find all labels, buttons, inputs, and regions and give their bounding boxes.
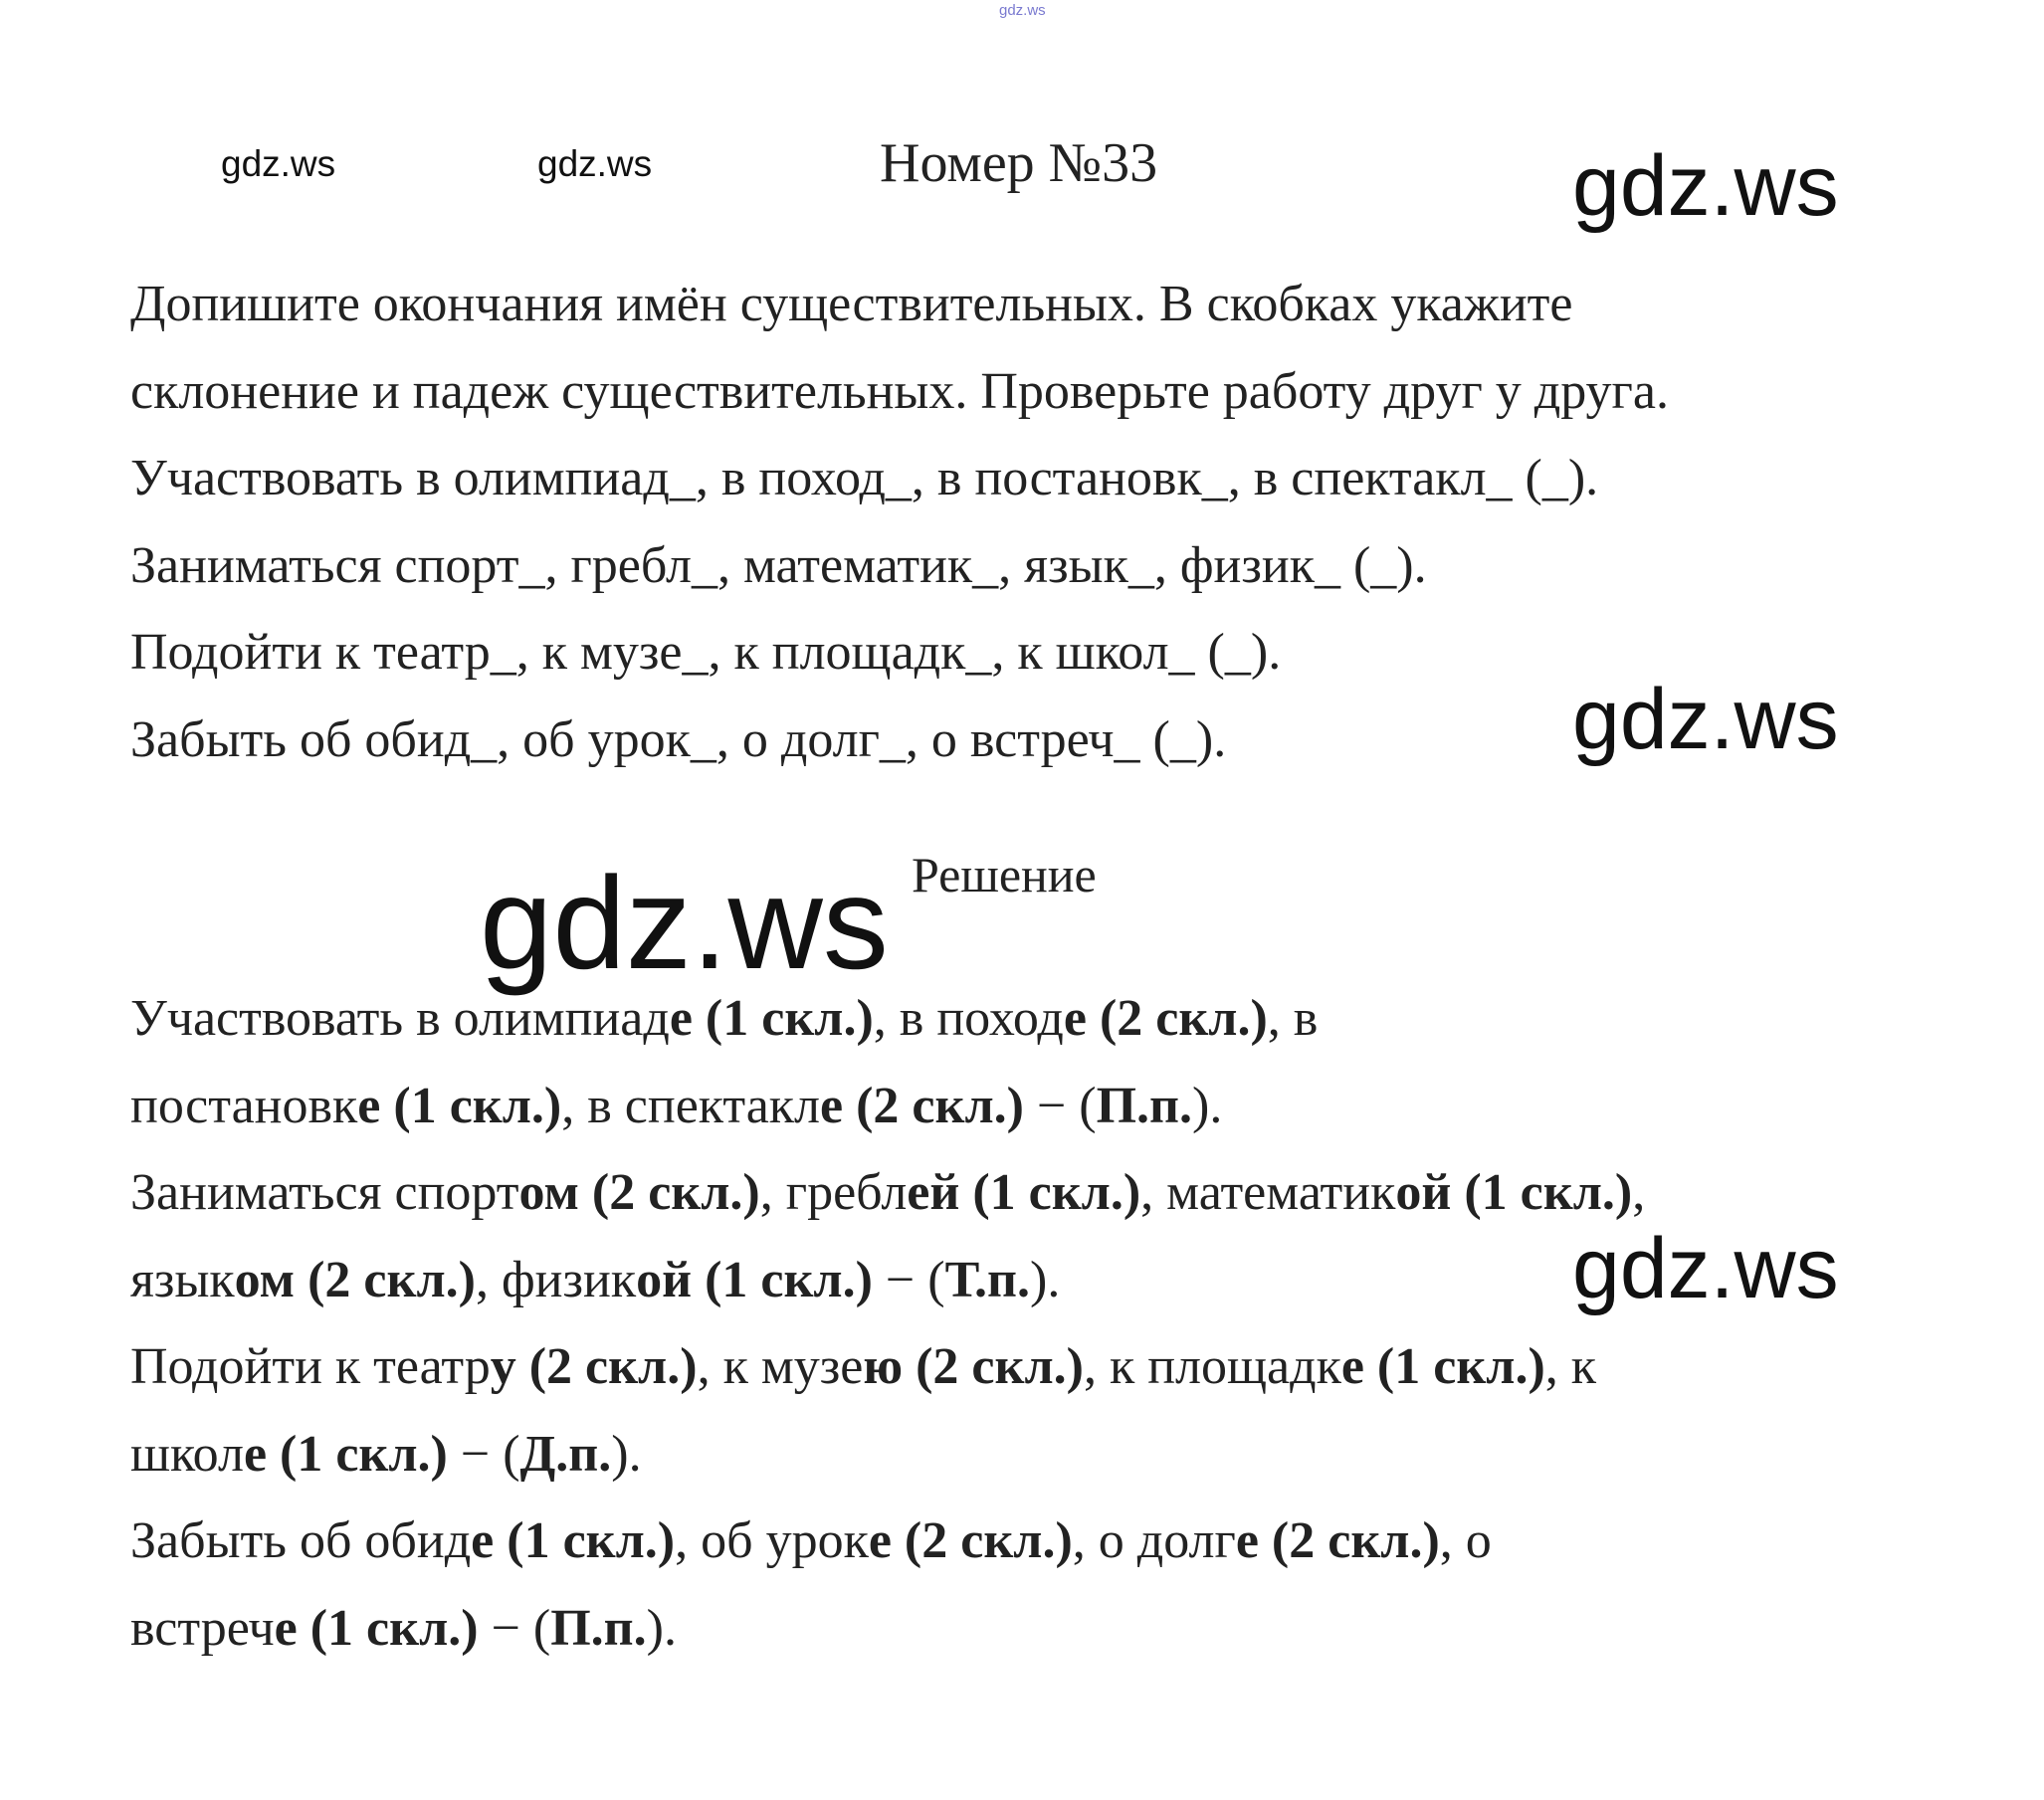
answer-text-part: , в [1267, 990, 1319, 1047]
answer-text-part: язык [130, 1251, 235, 1308]
watermark-large: gdz.ws [1572, 1221, 1839, 1316]
answer-text-part: Забыть об обид [130, 1512, 472, 1569]
answer-text-part: , гребл [759, 1164, 908, 1221]
answer-text-part: встреч [130, 1599, 275, 1657]
answer-line [130, 1323, 1922, 1411]
answer-text-part: постановк [130, 1077, 358, 1134]
answer-text-part: , к музе [697, 1338, 864, 1395]
task-line: Подойти к театр_, к музе_, к площадк_, к школ_ (_). [130, 624, 1282, 681]
answer-text-part: , физик [475, 1251, 637, 1308]
answer-ending: е (2 скл.) [868, 1512, 1073, 1569]
answer-ending: ом (2 скл.) [518, 1164, 760, 1221]
task-line: Заниматься спорт_, гребл_, математик_, язык_, физик_ (_). [130, 536, 1427, 594]
answer-ending: е (1 скл.) [1340, 1338, 1545, 1395]
answer-text-part: , об урок [675, 1512, 869, 1569]
answer-ending: е (1 скл.) [471, 1512, 676, 1569]
answer-text-part: ). [611, 1425, 642, 1483]
task-line: склонение и падеж существительных. Проверьте работу друг у друга. [130, 362, 1669, 420]
answer-text-part: , о долг [1072, 1512, 1236, 1569]
answer-ending: у (2 скл.) [490, 1338, 698, 1395]
watermark-small: gdz.ws [537, 143, 653, 184]
answer-line [130, 1585, 1922, 1673]
answer-text [130, 975, 1922, 1672]
answer-ending: ю (2 скл.) [863, 1338, 1084, 1395]
watermark-top: gdz.ws [999, 2, 1046, 19]
answer-text-part: − ( [447, 1425, 520, 1483]
answer-line [130, 1411, 1922, 1499]
watermark-large: gdz.ws [1572, 138, 1839, 234]
answer-case: Д.п. [519, 1425, 612, 1483]
answer-ending: е (1 скл.) [357, 1077, 562, 1134]
answer-ending: ой (1 скл.) [636, 1251, 873, 1308]
answer-text-part: ). [1192, 1077, 1223, 1134]
answer-text-part: ). [646, 1599, 677, 1657]
task-line: Участвовать в олимпиад_, в поход_, в постановк_, в спектакл_ (_). [130, 450, 1599, 506]
answer-text-part: − ( [478, 1599, 551, 1657]
answer-text-part: − ( [872, 1251, 945, 1308]
answer-text-part: , в поход [873, 990, 1064, 1047]
answer-ending: е (1 скл.) [669, 990, 874, 1047]
answer-text-part: Заниматься спорт [130, 1164, 519, 1221]
answer-ending: е (1 скл.) [274, 1599, 479, 1657]
answer-text-part: − ( [1023, 1077, 1097, 1134]
task-line: Допишите окончания имён существительных. В скобках укажите [130, 276, 1573, 332]
answer-ending: ом (2 скл.) [234, 1251, 476, 1308]
answer-line [130, 1498, 1922, 1585]
solution-title: Решение [912, 847, 1097, 902]
answer-text-part: ). [1030, 1251, 1061, 1308]
answer-text-part: Участвовать в олимпиад [130, 990, 670, 1047]
answer-text-part: , о [1439, 1512, 1492, 1569]
answer-text-part: , к [1544, 1338, 1597, 1395]
answer-ending: ей (1 скл.) [907, 1164, 1141, 1221]
watermark-large: gdz.ws [1572, 672, 1839, 767]
answer-text-part: Подойти к театр [130, 1338, 491, 1395]
watermark-small: gdz.ws [221, 143, 336, 184]
answer-text-part: школ [130, 1425, 244, 1483]
answer-ending: е (1 скл.) [243, 1425, 448, 1483]
answer-ending: е (2 скл.) [1063, 990, 1268, 1047]
answer-text-part: , [1632, 1164, 1646, 1221]
answer-text-part: , к площадк [1083, 1338, 1341, 1395]
task-line: Забыть об обид_, об урок_, о долг_, о встреч_ (_). [130, 710, 1227, 768]
answer-case: П.п. [1096, 1077, 1193, 1134]
page-title: Номер №33 [880, 132, 1158, 194]
answer-ending: ой (1 скл.) [1395, 1164, 1633, 1221]
answer-text-part: , математик [1140, 1164, 1396, 1221]
answer-line [130, 1063, 1922, 1150]
answer-ending: е (2 скл.) [1235, 1512, 1440, 1569]
answer-text-part: , в спектакл [561, 1077, 821, 1134]
answer-line [130, 975, 1922, 1063]
answer-case: Т.п. [944, 1251, 1031, 1308]
watermark-huge: gdz.ws [480, 850, 889, 996]
answer-ending: е (2 скл.) [820, 1077, 1024, 1134]
answer-case: П.п. [550, 1599, 647, 1657]
